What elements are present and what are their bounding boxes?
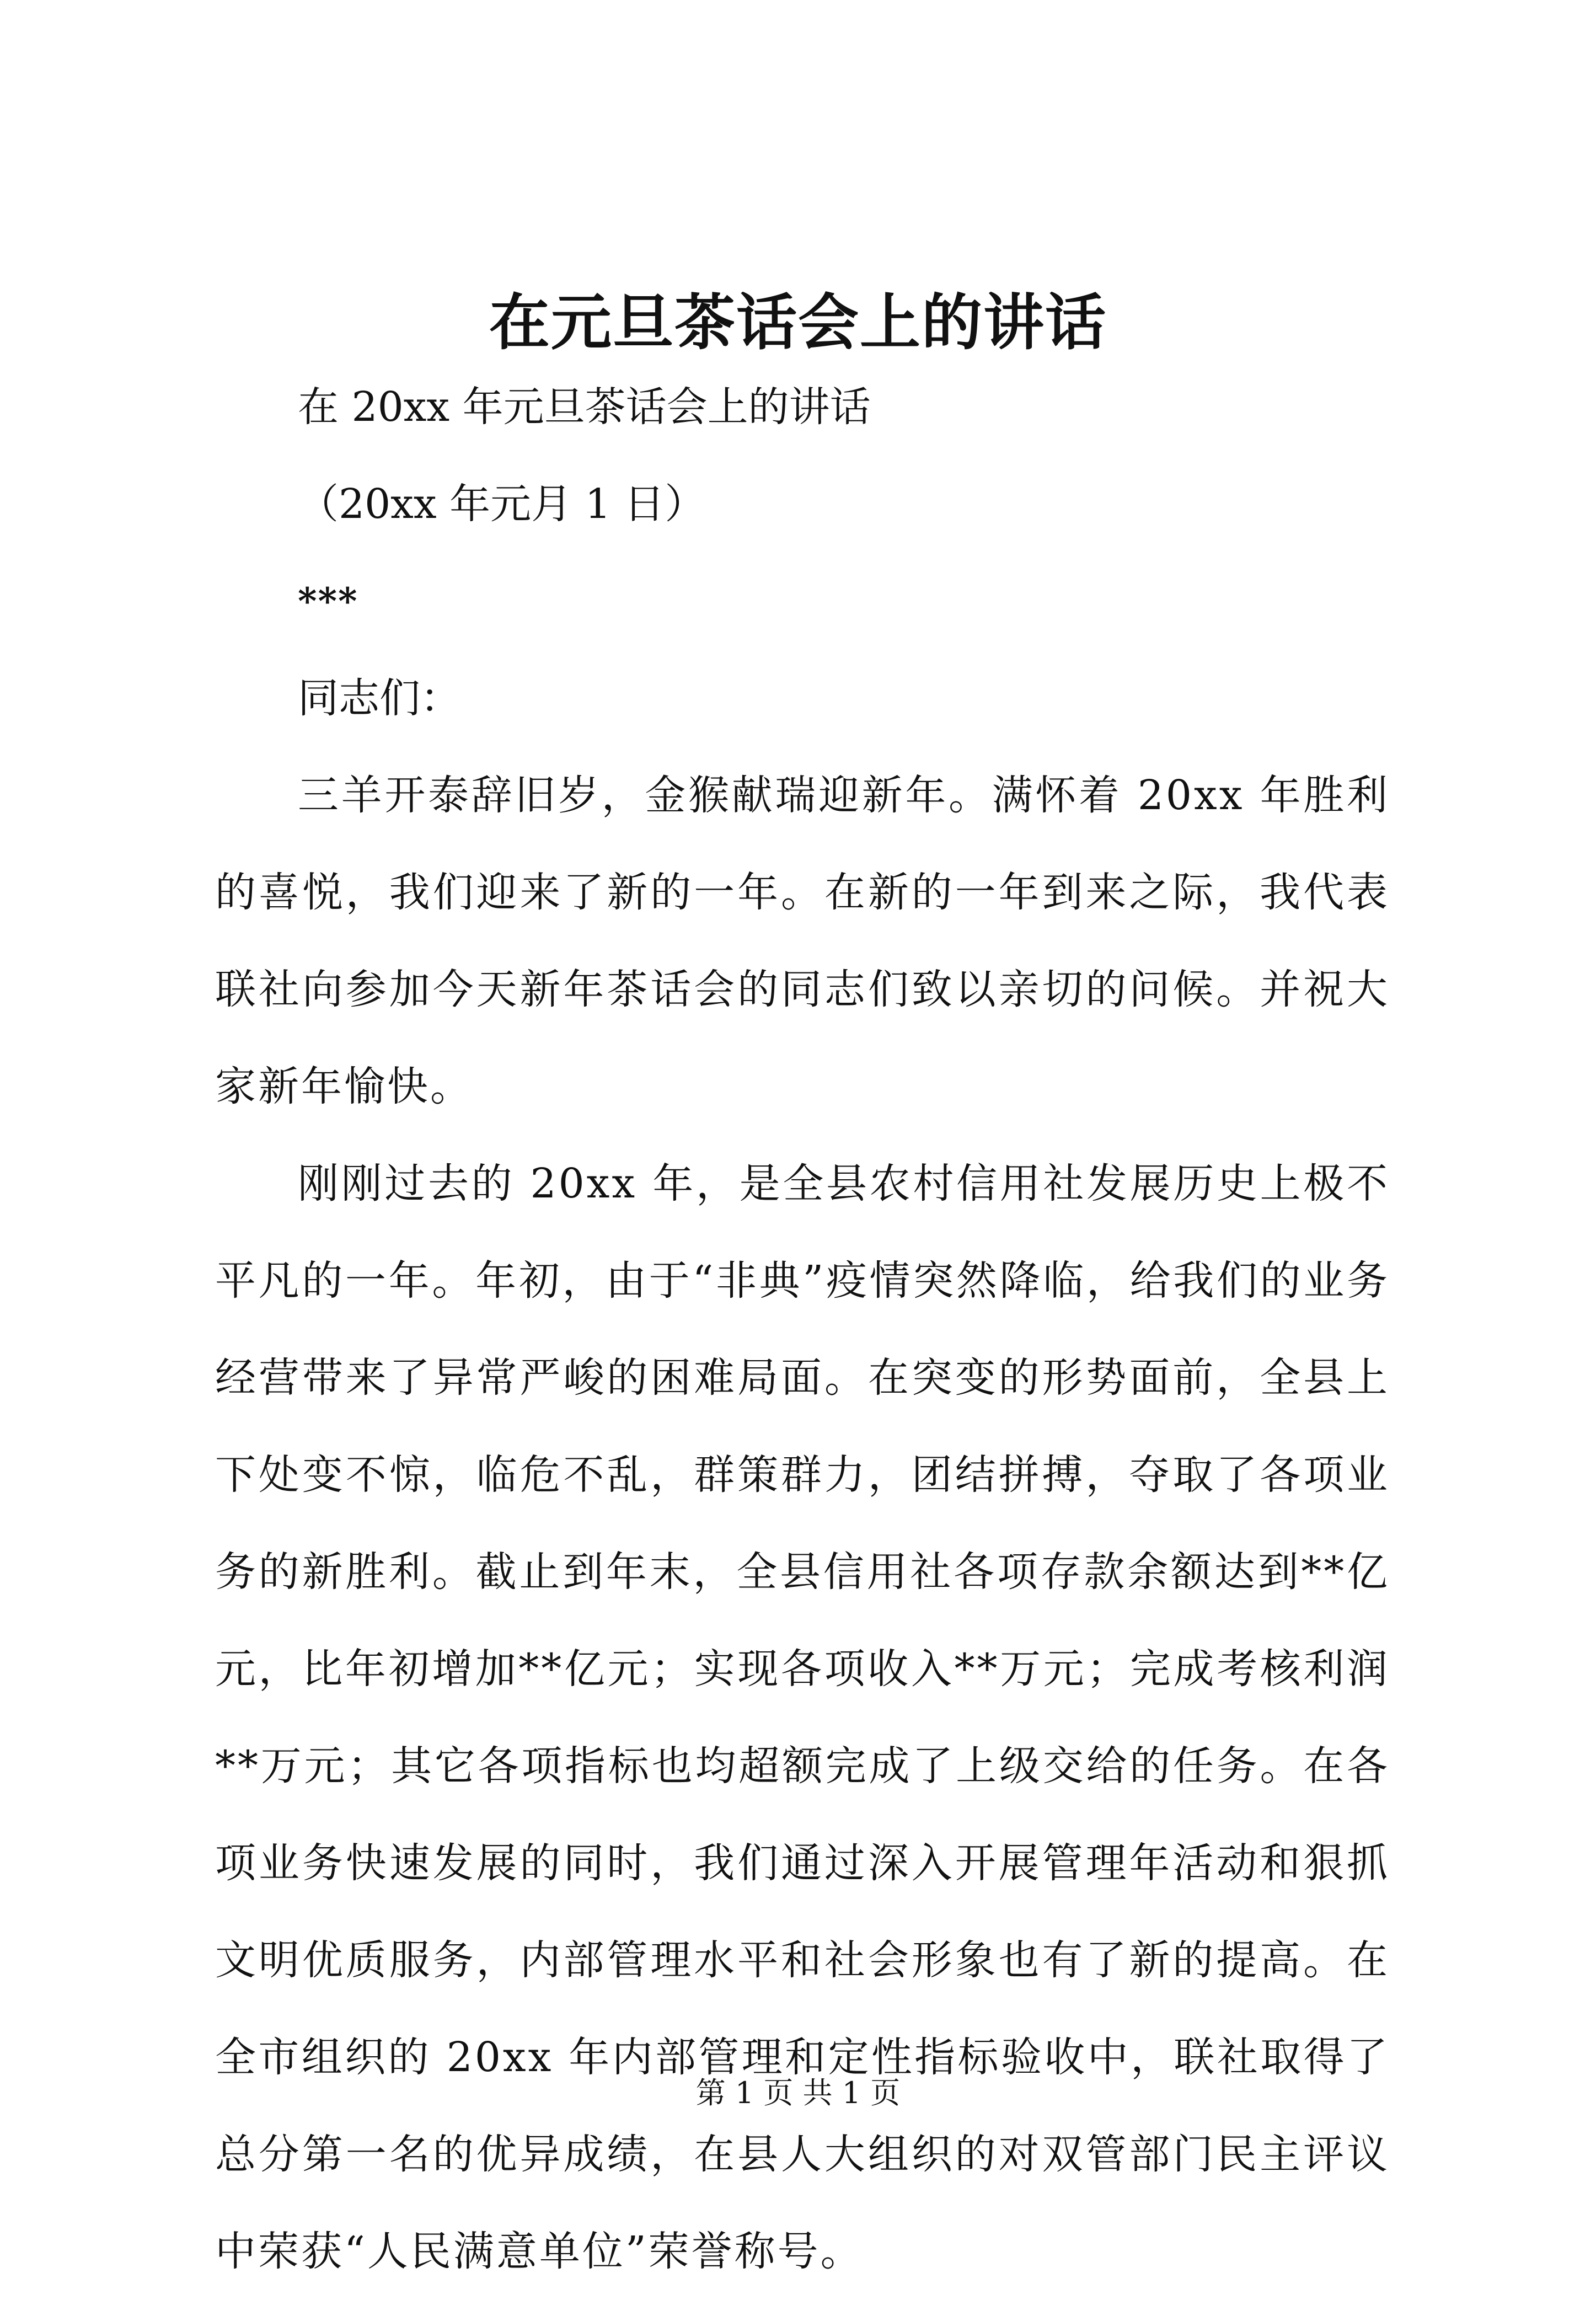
page-footer: 第 1 页 共 1 页 [695, 2076, 901, 2110]
speaker-placeholder: *** [298, 580, 358, 623]
speech-date: （20xx 年元月 1 日） [298, 480, 706, 528]
salutation: 同志们： [298, 675, 461, 722]
document-title: 在元旦茶话会上的讲话 [489, 287, 1107, 358]
speech-subtitle: 在 20xx 年元旦茶话会上的讲话 [298, 383, 871, 431]
document-body [215, 359, 1390, 2300]
paragraph-1: 三羊开泰辞旧岁，金猴献瑞迎新年。满怀着 20xx 年胜利的喜悦，我们迎来了新的一年。在新的一年到来之际，我代表联社向参加今天新年茶话会的同志们致以亲切的问候。并祝大家新年愉快。 [215, 772, 1390, 1110]
paragraph-2: 刚刚过去的 20xx 年，是全县农村信用社发展历史上极不平凡的一年。年初，由于“非典”疫情突然降临，给我们的业务经营带来了异常严峻的困难局面。在突变的形势面前，全县上下处变不惊，临危不乱，群策群力，团结拼搏，夺取了各项业务的新胜利。截止到年末，全县信用社各项存款余额达到**亿元，比年初增加**亿元；实现各项收入**万元；完成考核利润**万元；其它各项指标也均超额完成了上级交给的任务。在各项业务快速发展的同时，我们通过深入开展管理年活动和狠抓文明优质服务，内部管理水平和社会形象也有了新的提高。在全市组织的 20xx 年内部管理和定性指标验收中，联社取得了总分第一名的优异成绩，在县人大组织的对双管部门民主评议中荣获“人民满意单位”荣誉称号。 [215, 1160, 1390, 2275]
